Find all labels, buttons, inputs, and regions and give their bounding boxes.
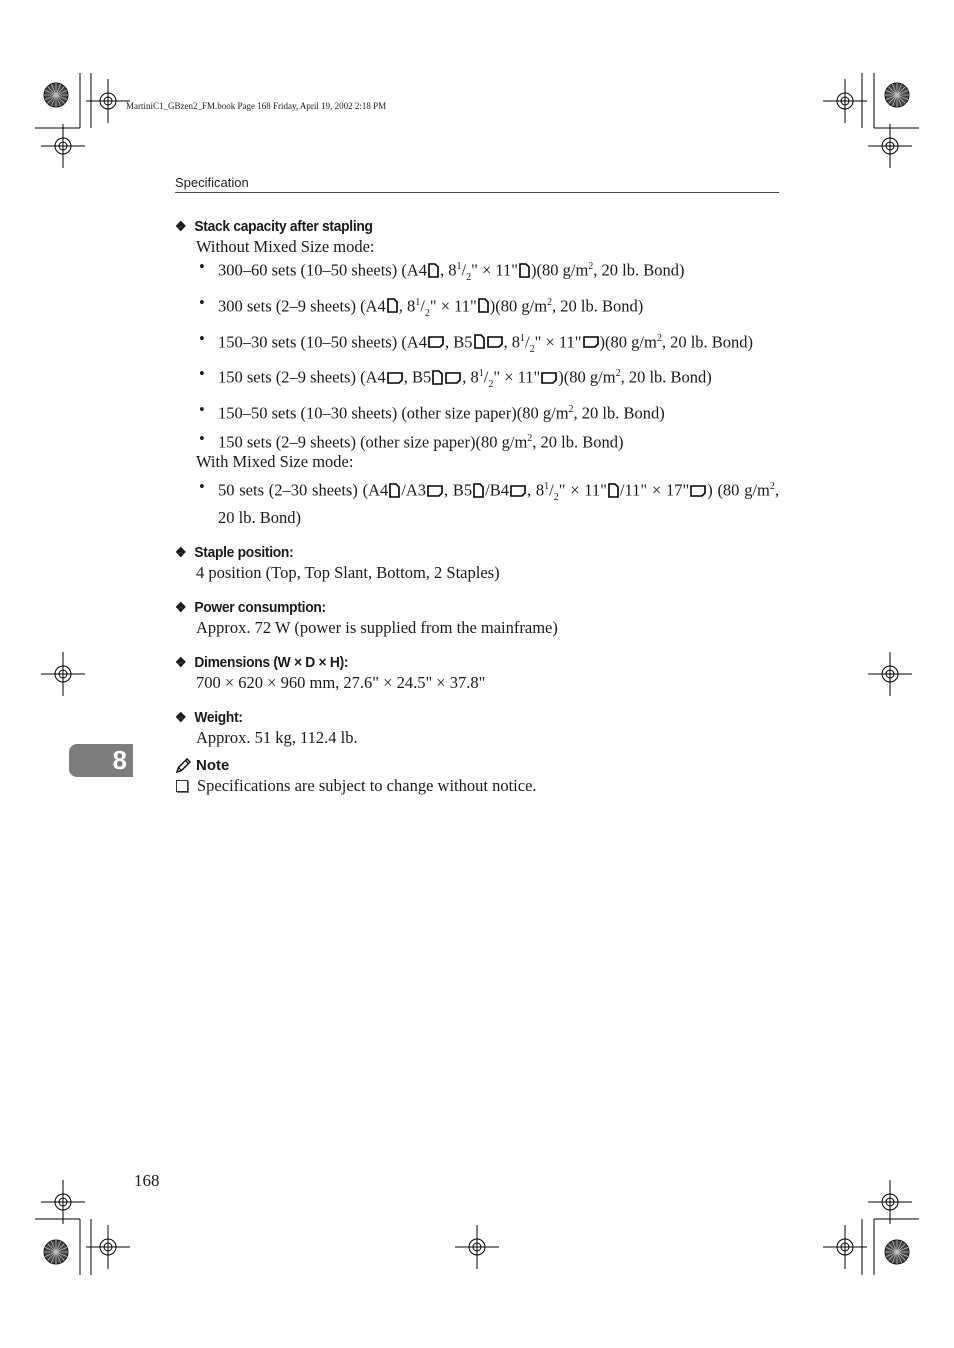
landscape-paper-icon: [583, 336, 599, 348]
portrait-paper-icon: [428, 263, 439, 278]
header-rule: [175, 192, 779, 193]
page-number: 168: [134, 1171, 160, 1190]
book-slug: MartiniC1_GBzen2_FM.book Page 168 Friday, April 19, 2002 2:18 PM: [126, 101, 387, 111]
note-block: [175, 756, 779, 796]
note-item: Specifications are subject to change without notice.: [175, 776, 779, 796]
note-heading: Note: [175, 756, 779, 776]
landscape-paper-icon: [541, 372, 557, 384]
landscape-paper-icon: [510, 485, 526, 497]
portrait-paper-icon: [474, 334, 485, 349]
checkbox-icon: [176, 780, 188, 792]
running-head: Specification: [175, 175, 249, 190]
portrait-paper-icon: [608, 483, 619, 498]
section-heading: ❖ Stack capacity after stapling: [175, 218, 373, 235]
portrait-paper-icon: [387, 298, 398, 313]
section-heading: ❖ Weight:: [175, 708, 243, 726]
list-item: • 150–50 sets (10–30 sheets) (other size paper)(80 $g/m^2$, 20 lb. Bond): [199, 400, 665, 423]
chapter-tab: 8: [69, 744, 133, 777]
portrait-paper-icon: [519, 263, 530, 278]
without-mixed-list: [175, 257, 779, 452]
section-heading: ❖ Dimensions (W × D × H):: [175, 653, 349, 671]
with-mixed-label: With Mixed Size mode:: [196, 452, 354, 472]
section-text: 4 position (Top, Top Slant, Bottom, 2 Staples): [196, 562, 500, 582]
spec-content: [175, 216, 779, 810]
list-item: • 150 sets (2–9 sheets) (other size paper)(80 $g/m^2$, 20 lb. Bond): [199, 428, 624, 452]
landscape-paper-icon: [387, 372, 403, 384]
section-stack-capacity: [175, 216, 779, 528]
section-text: Approx. 51 kg, 112.4 lb.: [196, 727, 358, 747]
diamond-bullet-icon: ❖: [175, 653, 187, 670]
landscape-paper-icon: [445, 372, 461, 384]
list-item: • 300–60 sets (10–50 sheets) (A4 , $8^1/_2$" × 11" )(80 $g/m^2$, 20 lb. Bond): [199, 257, 685, 283]
list-item: • 150 sets (2–9 sheets) (A4 , B5 , $8^1/_2$" × 11" )(80 $g/m^2$, 20 lb. Bond): [199, 364, 712, 391]
landscape-paper-icon: [428, 336, 444, 348]
landscape-paper-icon: [487, 336, 503, 348]
section-dimensions: [175, 652, 779, 693]
portrait-paper-icon: [478, 298, 489, 313]
portrait-paper-icon: [389, 483, 400, 498]
diamond-bullet-icon: ❖: [175, 598, 187, 615]
diamond-bullet-icon: ❖: [175, 543, 187, 560]
without-mixed-label: Without Mixed Size mode:: [196, 237, 375, 256]
section-text: Approx. 72 W (power is supplied from the mainframe): [196, 617, 558, 637]
portrait-paper-icon: [473, 483, 484, 498]
list-item: • 150–30 sets (10–50 sheets) (A4 , B5 , $8^1/_2$" × 11" )(80 $g/m^2$, 20 lb. Bond): [199, 328, 754, 355]
landscape-paper-icon: [427, 485, 443, 497]
section-staple-position: [175, 542, 779, 583]
list-item: • 50 sets (2–30 sheets) (A4 /A3 , B5 /B4 , $8^1/_2$" × 11" /11" × 17" ) (80 $g/m^2$, 20 lb. Bond): [199, 477, 779, 527]
section-heading: ❖ Power consumption:: [175, 598, 326, 616]
diamond-bullet-icon: ❖: [175, 218, 187, 234]
with-mixed-list: [175, 477, 779, 528]
diamond-bullet-icon: ❖: [175, 708, 187, 725]
portrait-paper-icon: [432, 370, 443, 385]
section-weight: [175, 707, 779, 748]
section-heading: ❖ Staple position:: [175, 543, 294, 561]
landscape-paper-icon: [690, 485, 706, 497]
pencil-icon: [175, 757, 192, 774]
section-text: 700 × 620 × 960 mm, 27.6" × 24.5" × 37.8": [196, 672, 486, 692]
section-power-consumption: [175, 597, 779, 638]
list-item: • 300 sets (2–9 sheets) (A4 , $8^1/_2$" × 11" )(80 $g/m^2$, 20 lb. Bond): [199, 292, 644, 319]
